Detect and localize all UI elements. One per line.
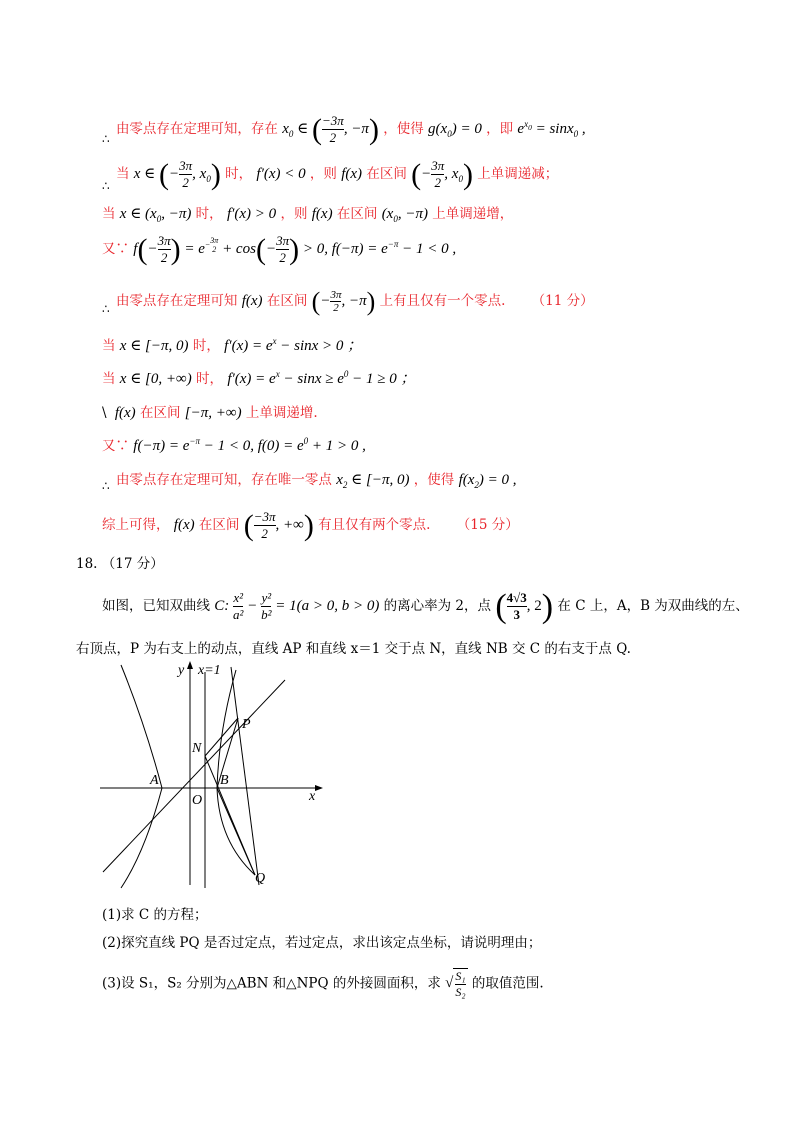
label-x-equals-1: x=1	[198, 663, 221, 678]
text: 时，	[195, 206, 223, 222]
hyperbola-figure	[95, 660, 335, 890]
line-AP	[103, 680, 285, 872]
condition: $x_0$ ∈ ( $\frac{-3\pi}{2}$ , −π)	[282, 113, 379, 146]
text: 又∵	[102, 438, 129, 454]
text: 的取值范围.	[471, 975, 544, 992]
text: 右顶点，P 为右支上的动点，直线 AP 和直线 x＝1 交于点 N，直线 NB 交 C 的右支于点 Q.	[76, 641, 631, 657]
text: 由零点存在定理可知	[115, 293, 238, 309]
solution-line-7	[102, 367, 416, 388]
function: f(x)	[341, 166, 363, 182]
label-O: O	[192, 793, 203, 808]
therefore-symbol: ∴	[102, 179, 110, 193]
function: f(x)	[241, 293, 263, 309]
problem-points: （17 分）	[101, 556, 164, 572]
condition: x ∈ [0, +∞)	[119, 371, 192, 387]
therefore-symbol: ∴	[102, 132, 110, 146]
solution-line-11	[102, 509, 519, 543]
score: （15 分）	[456, 517, 519, 533]
text: 当	[102, 206, 116, 222]
segment-BQ	[217, 788, 255, 875]
text: 上有且仅有一个零点.	[379, 293, 506, 309]
segment-NP	[205, 718, 238, 756]
problem-number: 18.	[76, 556, 98, 572]
text: (3)设 S₁，S₂ 分别为△ABN 和△NPQ 的外接圆面积，求	[102, 975, 441, 992]
text: 在区间	[366, 166, 407, 182]
x-axis-arrow-icon	[315, 785, 323, 791]
text: 在 C 上，A，B 为双曲线的左、	[557, 598, 749, 614]
function: f(x)	[173, 517, 195, 533]
text: 上单调递增，	[432, 206, 514, 222]
problem-stem-line-2	[76, 637, 631, 657]
text: 当	[115, 166, 130, 182]
therefore-symbol: \	[102, 405, 107, 421]
function: f(x)	[114, 405, 136, 421]
interval: (− $\frac{3\pi}{2}$ , $x_0$)	[411, 158, 473, 191]
condition: x ∈ (− $\frac{3\pi}{2}$ , $x_0$)	[133, 158, 221, 191]
ratio-sqrt: √ $\frac{\text{S₁}}{\text{S₂}}$	[445, 969, 466, 999]
label-Q: Q	[255, 871, 266, 886]
solution-line-2	[102, 158, 558, 192]
therefore-symbol: ∴	[102, 479, 110, 493]
equation: f(− $\frac{3\pi}{2}$ ) = $e^{- 3\pi 2}$ + cos(− $\frac{3\pi}{2}$ ) > 0, $f(-\pi) = e^{-\pi} - 1 < 0$ ,	[133, 233, 457, 266]
text: 在区间	[336, 206, 378, 222]
question-3	[102, 968, 544, 1000]
solution-line-6	[102, 334, 362, 355]
equation: $e^{x_0} = \sin x_0$ ,	[517, 119, 586, 139]
condition: $x_2$ ∈ [−π, 0)	[336, 472, 410, 490]
therefore-symbol: ∴	[102, 302, 110, 316]
solution-line-3	[102, 202, 513, 224]
solution-line-4	[102, 233, 456, 267]
question-1: (1)求 C 的方程；	[102, 907, 208, 923]
equation: $f(x_2) = 0$ ,	[458, 472, 517, 490]
equation: f′(x) > 0	[226, 206, 277, 222]
interval: (− $\frac{3\pi}{2}$ , −π)	[311, 287, 376, 316]
label-N: N	[192, 741, 202, 756]
text: 上单调递减；	[477, 166, 559, 182]
text: 又∵	[102, 241, 129, 257]
condition: x ∈ ($x_0$, −π)	[119, 206, 192, 224]
equation: $g(x_0) = 0$	[428, 121, 482, 139]
text: 如图，已知双曲线	[102, 598, 210, 614]
function: f(x)	[311, 206, 333, 222]
interval: ( $\frac{-3\pi}{2}$ , +∞)	[243, 509, 314, 542]
equation: f′(x) < 0	[256, 166, 306, 182]
label-A: A	[150, 773, 159, 788]
y-axis-arrow-icon	[187, 661, 193, 669]
text: 的离心率为 2，点	[383, 598, 492, 614]
label-y: y	[178, 663, 185, 678]
text: 由零点存在定理可知，存在	[115, 121, 278, 137]
text: 在区间	[266, 293, 308, 309]
label-B: B	[220, 773, 229, 788]
label-P: P	[242, 717, 251, 732]
text: 时，	[225, 166, 253, 182]
solution-line-9	[102, 434, 366, 455]
text: 综上可得，	[102, 517, 170, 533]
label-x: x	[309, 789, 316, 804]
equation: $f(-\pi) = e^{-\pi} - 1 < 0$, $f(0) = e^0 + 1 > 0$ ,	[133, 436, 366, 454]
solution-line-10	[102, 468, 517, 493]
text: 时，	[192, 338, 220, 354]
text: 时，	[196, 371, 224, 387]
text: 有且仅有两个零点.	[318, 517, 431, 533]
solution-line-1	[102, 113, 586, 147]
text: 当	[102, 338, 116, 354]
text: ，即	[486, 121, 514, 137]
score: （11 分）	[531, 293, 594, 309]
text: 由零点存在定理可知，存在唯一零点	[115, 472, 332, 488]
text: ，使得	[413, 472, 455, 488]
text: 当	[102, 371, 116, 387]
text: ，使得	[383, 121, 424, 137]
text: ，则	[280, 206, 308, 222]
problem-stem-line-1	[102, 588, 749, 626]
question-2: (2)探究直线 PQ 是否过定点，若过定点，求出该定点坐标，请说明理由；	[102, 935, 542, 951]
problem-header	[76, 552, 164, 572]
interval: ($x_0$, −π)	[381, 206, 428, 224]
solution-line-5	[102, 287, 594, 317]
equation: $f'(x) = e^x - \sin x \ge e^0 - 1 \ge 0$ ；	[227, 369, 416, 387]
text: 上单调递增.	[245, 405, 318, 421]
text: 在区间	[139, 405, 181, 421]
point: ( $\frac{4√3}{3}$ , 2)	[495, 588, 554, 625]
condition: x ∈ [−π, 0)	[119, 338, 189, 354]
equation: $f'(x) = e^x - \sin x > 0$ ；	[224, 336, 363, 354]
interval: [−π, +∞)	[184, 405, 242, 421]
text: 在区间	[198, 517, 240, 533]
solution-line-8	[102, 401, 318, 422]
text: ，则	[309, 166, 337, 182]
curve-equation: C: $\frac{\text{x²}}{\text{a²}}$ − $\frac{\text{y²}}{\text{b²}}$ = 1(a > 0, b > 0)	[214, 590, 380, 623]
